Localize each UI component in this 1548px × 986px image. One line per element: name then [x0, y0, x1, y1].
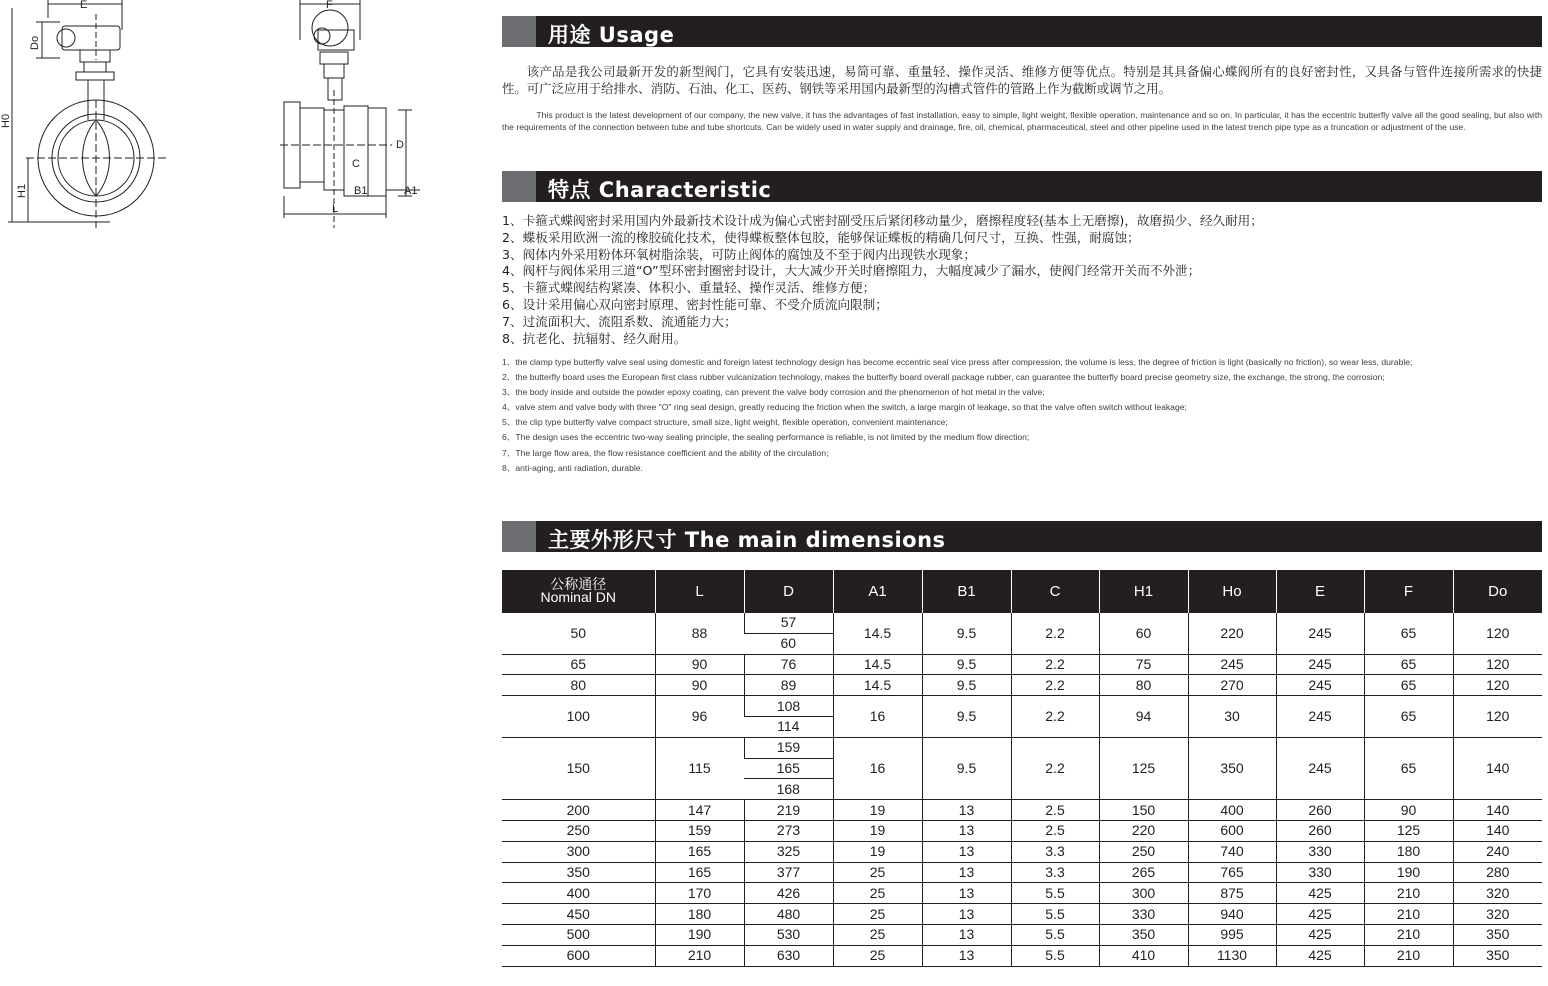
cell-f: 65 [1364, 737, 1453, 799]
cell-h1: 125 [1099, 737, 1188, 799]
cell-b1: 13 [922, 800, 1011, 821]
cell-l: 88 [655, 613, 744, 655]
cell-do: 120 [1453, 654, 1542, 675]
cell-e: 425 [1276, 904, 1364, 925]
cell-do: 320 [1453, 883, 1542, 904]
column-header: E [1276, 570, 1364, 613]
cell-ho: 940 [1188, 904, 1276, 925]
cell-b1: 13 [922, 924, 1011, 945]
column-header: D [744, 570, 833, 613]
label-d: D [396, 139, 404, 151]
column-header: A1 [833, 570, 922, 613]
cell-l: 165 [655, 841, 744, 862]
cell-d: 57 [744, 613, 833, 634]
cell-c: 2.2 [1011, 654, 1099, 675]
label-do: Do [29, 35, 41, 50]
cell-f: 210 [1364, 904, 1453, 925]
cell-do: 120 [1453, 675, 1542, 696]
cell-a1: 14.5 [833, 613, 922, 655]
label-f: F [326, 0, 333, 11]
table-row [502, 654, 1542, 675]
cell-do: 320 [1453, 904, 1542, 925]
table-row [502, 883, 1542, 904]
cell-d: 60 [744, 633, 833, 654]
cell-c: 2.5 [1011, 820, 1099, 841]
characteristic-list-en [502, 357, 1542, 478]
cell-h1: 80 [1099, 675, 1188, 696]
label-b1: B1 [354, 185, 368, 197]
cell-dn: 600 [502, 945, 655, 966]
column-header: Do [1453, 570, 1542, 613]
column-header-dn [502, 570, 655, 613]
cell-d: 165 [744, 758, 833, 779]
valve-technical-drawing [0, 0, 440, 240]
cell-do: 240 [1453, 841, 1542, 862]
cell-d: 377 [744, 862, 833, 883]
list-item: 3、阀体内外采用粉体环氧树脂涂装，可防止阀体的腐蚀及不至于阀内出现铁水现象； [502, 246, 976, 262]
characteristic-heading-bar [502, 171, 1542, 202]
cell-e: 425 [1276, 945, 1364, 966]
cell-f: 65 [1364, 696, 1453, 738]
table-row [502, 696, 1542, 717]
list-item: 1、the clamp type butterfly valve seal using domestic and foreign latest technology design has become eccentric seal vice press after compression, the volume is less, the degree of friction is light (basically no friction), so wear less, durable; [502, 357, 1413, 367]
cell-a1: 19 [833, 820, 922, 841]
cell-ho: 995 [1188, 924, 1276, 945]
characteristic-heading: 特点 Characteristic [548, 178, 772, 202]
cell-d: 168 [744, 779, 833, 800]
cell-c: 2.2 [1011, 613, 1099, 655]
cell-a1: 25 [833, 862, 922, 883]
cell-dn: 50 [502, 613, 655, 655]
dimensions-table [502, 570, 1542, 967]
cell-ho: 1130 [1188, 945, 1276, 966]
cell-l: 90 [655, 675, 744, 696]
cell-h1: 60 [1099, 613, 1188, 655]
cell-d: 89 [744, 675, 833, 696]
list-item: 6、The design uses the eccentric two-way sealing principle, the sealing performance is reliable, is not limited by the medium flow direction; [502, 432, 1030, 443]
cell-e: 245 [1276, 737, 1364, 799]
cell-dn: 350 [502, 862, 655, 883]
cell-d: 108 [744, 696, 833, 717]
cell-d: 273 [744, 820, 833, 841]
label-a1: A1 [404, 185, 418, 197]
cell-a1: 19 [833, 841, 922, 862]
cell-h1: 410 [1099, 945, 1188, 966]
usage-heading-bar [502, 16, 1542, 47]
cell-ho: 245 [1188, 654, 1276, 675]
cell-l: 165 [655, 862, 744, 883]
cell-dn: 250 [502, 820, 655, 841]
cell-h1: 300 [1099, 883, 1188, 904]
cell-c: 5.5 [1011, 945, 1099, 966]
label-h0: H0 [0, 113, 12, 128]
cell-c: 2.5 [1011, 800, 1099, 821]
cell-c: 2.2 [1011, 737, 1099, 799]
cell-e: 245 [1276, 675, 1364, 696]
front-view-drawing [8, 0, 166, 228]
cell-dn: 150 [502, 737, 655, 799]
table-header-row [502, 570, 1542, 613]
cell-e: 260 [1276, 800, 1364, 821]
list-item: 6、设计采用偏心双向密封原理、密封性能可靠、不受介质流向限制； [502, 296, 888, 312]
list-item: 8、抗老化、抗辐射、经久耐用。 [502, 330, 687, 346]
cell-ho: 270 [1188, 675, 1276, 696]
column-header: F [1364, 570, 1453, 613]
table-row [502, 675, 1542, 696]
list-item: 1、卡箍式蝶阀密封采用国内外最新技术设计成为偏心式密封副受压后紧闭移动量少，磨擦程度轻(基本上无磨擦)，故磨损少、经久耐用； [502, 213, 1263, 228]
cell-h1: 350 [1099, 924, 1188, 945]
cell-c: 5.5 [1011, 904, 1099, 925]
cell-d: 76 [744, 654, 833, 675]
cell-l: 210 [655, 945, 744, 966]
cell-a1: 16 [833, 737, 922, 799]
column-header: H1 [1099, 570, 1188, 613]
cell-l: 180 [655, 904, 744, 925]
list-item: 7、The large flow area, the flow resistance coefficient and the ability of the circulation; [502, 447, 829, 458]
cell-c: 3.3 [1011, 841, 1099, 862]
cell-l: 170 [655, 883, 744, 904]
cell-a1: 25 [833, 924, 922, 945]
cell-do: 140 [1453, 820, 1542, 841]
table-row [502, 862, 1542, 883]
cell-f: 65 [1364, 654, 1453, 675]
cell-b1: 13 [922, 904, 1011, 925]
cell-d: 426 [744, 883, 833, 904]
cell-c: 2.2 [1011, 675, 1099, 696]
cell-ho: 765 [1188, 862, 1276, 883]
usage-heading: 用途 Usage [548, 23, 675, 47]
cell-h1: 250 [1099, 841, 1188, 862]
cell-do: 120 [1453, 696, 1542, 738]
cell-l: 115 [655, 737, 744, 799]
table-row [502, 820, 1542, 841]
cell-e: 330 [1276, 862, 1364, 883]
cell-do: 350 [1453, 945, 1542, 966]
cell-f: 210 [1364, 924, 1453, 945]
cell-h1: 75 [1099, 654, 1188, 675]
list-item: 2、蝶板采用欧洲一流的橡胶硫化技术，使得蝶板整体包胶，能够保证蝶板的精确几何尺寸，互换、性强，耐腐蚀； [502, 229, 1140, 245]
cell-a1: 16 [833, 696, 922, 738]
characteristic-list-zh [502, 213, 1542, 347]
cell-a1: 25 [833, 883, 922, 904]
cell-d: 530 [744, 924, 833, 945]
cell-dn: 450 [502, 904, 655, 925]
header-dn-zh: 公称通径 [550, 576, 607, 592]
cell-ho: 875 [1188, 883, 1276, 904]
cell-l: 159 [655, 820, 744, 841]
cell-b1: 13 [922, 820, 1011, 841]
column-header: B1 [922, 570, 1011, 613]
cell-f: 65 [1364, 675, 1453, 696]
column-header: C [1011, 570, 1099, 613]
cell-a1: 14.5 [833, 654, 922, 675]
cell-dn: 80 [502, 675, 655, 696]
cell-f: 90 [1364, 800, 1453, 821]
table-row [502, 613, 1542, 634]
heading-tab [502, 16, 536, 47]
cell-ho: 220 [1188, 613, 1276, 655]
cell-f: 65 [1364, 613, 1453, 655]
table-row [502, 924, 1542, 945]
cell-ho: 600 [1188, 820, 1276, 841]
table-body [502, 613, 1542, 967]
header-dn-en: Nominal DN [540, 589, 616, 605]
table-row [502, 945, 1542, 966]
cell-dn: 300 [502, 841, 655, 862]
list-item: 5、卡箍式蝶阀结构紧凑、体积小、重量轻、操作灵活、维修方便； [502, 280, 876, 296]
heading-tab [502, 171, 536, 202]
cell-f: 210 [1364, 883, 1453, 904]
cell-do: 350 [1453, 924, 1542, 945]
cell-f: 180 [1364, 841, 1453, 862]
cell-ho: 740 [1188, 841, 1276, 862]
cell-c: 5.5 [1011, 924, 1099, 945]
cell-h1: 220 [1099, 820, 1188, 841]
cell-e: 425 [1276, 924, 1364, 945]
cell-d: 219 [744, 800, 833, 821]
list-item: 8、anti-aging, anti radiation, durable. [502, 462, 643, 473]
label-e: E [80, 0, 88, 11]
cell-a1: 14.5 [833, 675, 922, 696]
table-row [502, 737, 1542, 758]
dimensions-heading-bar [502, 521, 1542, 552]
cell-e: 245 [1276, 613, 1364, 655]
cell-l: 190 [655, 924, 744, 945]
cell-b1: 13 [922, 841, 1011, 862]
cell-dn: 200 [502, 800, 655, 821]
cell-do: 280 [1453, 862, 1542, 883]
usage-text-zh: 该产品是我公司最新开发的新型阀门，它具有安装迅速，易简可靠、重量轻、操作灵活、维修方便等优点。特别是其具备偏心蝶阀所有的良好密封性，又具备与管件连接所需求的快捷性。可广泛应用于给排水、消防、石油、化工、医药、钢铁等采用国内最新型的沟槽式管件的管路上作为截断或调节之用。 [502, 64, 1542, 96]
cell-e: 245 [1276, 696, 1364, 738]
cell-h1: 150 [1099, 800, 1188, 821]
cell-e: 245 [1276, 654, 1364, 675]
heading-tab [502, 521, 536, 552]
cell-b1: 13 [922, 883, 1011, 904]
label-l: L [332, 203, 339, 215]
cell-c: 3.3 [1011, 862, 1099, 883]
list-item: 5、the clip type butterfly valve compact structure, small size, light weight, flexible operation, convenient maintenance; [502, 417, 948, 428]
cell-ho: 350 [1188, 737, 1276, 799]
cell-f: 190 [1364, 862, 1453, 883]
column-header: L [655, 570, 744, 613]
cell-l: 147 [655, 800, 744, 821]
cell-b1: 9.5 [922, 737, 1011, 799]
list-item: 2、the butterfly board uses the European first class rubber vulcanization technology, makes the butterfly board overall package rubber, can guarantee the butterfly board precise geometry size, the exchange, the strong, the corrosion; [502, 372, 1385, 383]
cell-b1: 9.5 [922, 696, 1011, 738]
cell-b1: 13 [922, 862, 1011, 883]
label-c: C [352, 158, 360, 170]
cell-f: 125 [1364, 820, 1453, 841]
usage-text-en: This product is the latest development of our company, the new valve, it has the advantages of fast installation, easy to simple, light weight, flexible operation, maintenance and so on. In particular, it has the eccentric butterfly valve all the good sealing, but also with the requirements of the connection between tube and tube shortcuts. Can be widely used in water supply and drainage, fire, oil, chemical, pharmaceutical, steel and other pipeline used in the latest trench pipe type as a truncation or adjustment of the use. [502, 110, 1542, 132]
cell-dn: 500 [502, 924, 655, 945]
list-item: 7、过流面积大、流阻系数、流通能力大； [502, 313, 737, 329]
cell-c: 5.5 [1011, 883, 1099, 904]
cell-do: 120 [1453, 613, 1542, 655]
label-h1: H1 [16, 183, 28, 198]
cell-do: 140 [1453, 800, 1542, 821]
cell-d: 630 [744, 945, 833, 966]
cell-e: 425 [1276, 883, 1364, 904]
cell-b1: 13 [922, 945, 1011, 966]
cell-do: 140 [1453, 737, 1542, 799]
list-item: 3、the body inside and outside the powder epoxy coating, can prevent the valve body corrosion and the phenomenon of hot metal in the valve; [502, 387, 1045, 398]
cell-e: 330 [1276, 841, 1364, 862]
cell-d: 159 [744, 737, 833, 758]
cell-dn: 100 [502, 696, 655, 738]
cell-b1: 9.5 [922, 675, 1011, 696]
table-row [502, 904, 1542, 925]
cell-dn: 65 [502, 654, 655, 675]
cell-ho: 30 [1188, 696, 1276, 738]
side-view-drawing [280, 0, 420, 228]
cell-a1: 25 [833, 945, 922, 966]
cell-dn: 400 [502, 883, 655, 904]
table-row [502, 841, 1542, 862]
list-item: 4、valve stem and valve body with three "O" ring seal design, greatly reducing the friction when the switch, a large margin of leakage, so that the valve often switch without leakage; [502, 402, 1187, 413]
cell-f: 210 [1364, 945, 1453, 966]
cell-h1: 265 [1099, 862, 1188, 883]
cell-h1: 330 [1099, 904, 1188, 925]
list-item: 4、阀杆与阀体采用三道“O”型环密封圈密封设计，大大减少开关时磨擦阻力，大幅度减少了漏水，使阀门经常开关而不外泄； [502, 263, 1201, 279]
cell-c: 2.2 [1011, 696, 1099, 738]
cell-l: 90 [655, 654, 744, 675]
cell-ho: 400 [1188, 800, 1276, 821]
cell-b1: 9.5 [922, 613, 1011, 655]
column-header: Ho [1188, 570, 1276, 613]
cell-d: 114 [744, 716, 833, 737]
cell-e: 260 [1276, 820, 1364, 841]
cell-a1: 19 [833, 800, 922, 821]
cell-d: 480 [744, 904, 833, 925]
table-row [502, 800, 1542, 821]
cell-h1: 94 [1099, 696, 1188, 738]
dimensions-heading: 主要外形尺寸 The main dimensions [548, 528, 946, 552]
cell-l: 96 [655, 696, 744, 738]
cell-b1: 9.5 [922, 654, 1011, 675]
cell-a1: 25 [833, 904, 922, 925]
cell-d: 325 [744, 841, 833, 862]
